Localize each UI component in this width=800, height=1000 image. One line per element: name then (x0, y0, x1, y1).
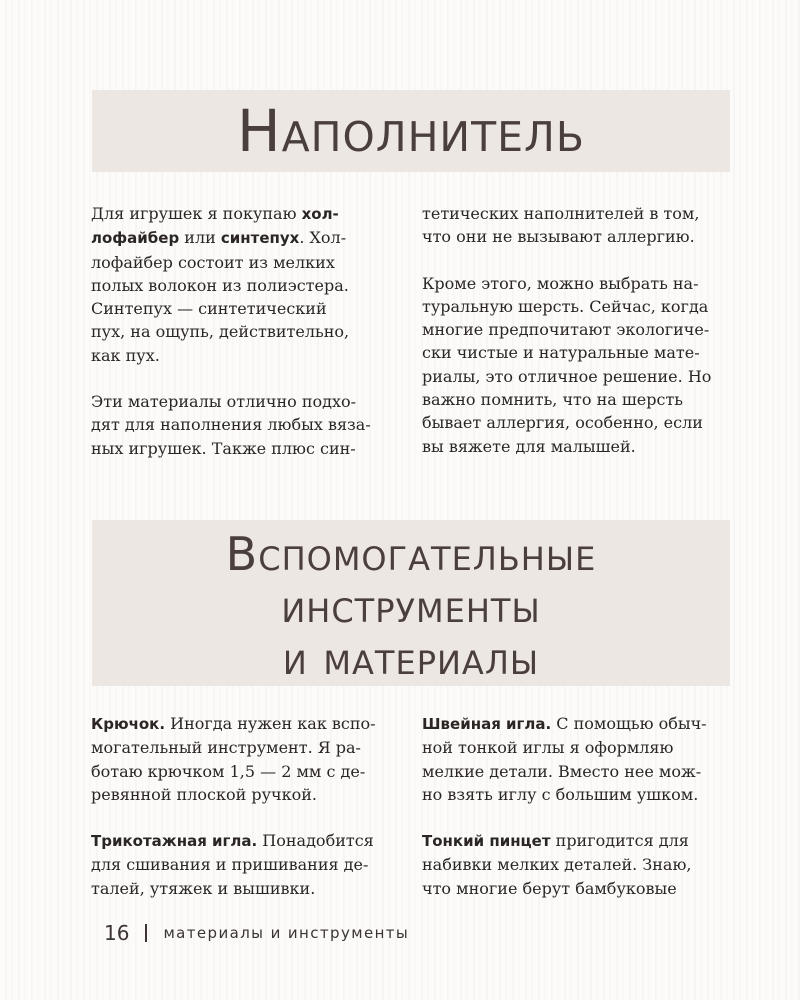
section-heading (92, 528, 730, 684)
text-line: пух, на ощупь, действительно, (91, 322, 350, 342)
text-line: как пух. (91, 345, 160, 365)
text-line: ботаю крючком 1,5 — 2 мм с де- (91, 761, 366, 781)
text: . Хол- (299, 228, 347, 248)
term: Швейная игла. (422, 715, 552, 733)
text: Для игрушек я покупаю (91, 204, 302, 223)
text-line: риалы, это отличное решение. Но (422, 366, 712, 386)
paragraph (422, 829, 732, 900)
text-column-left (91, 712, 401, 923)
text-line: многие предпочитают экологиче- (422, 320, 710, 340)
term: хол- (301, 205, 339, 223)
text: Понадобится (257, 831, 374, 851)
term: лофайбер (91, 229, 180, 248)
paragraph (91, 390, 401, 460)
text-line: Синтепух — синтетический (91, 299, 327, 319)
paragraph (91, 202, 401, 367)
text: С помощью обыч- (551, 714, 707, 733)
text-line: дят для наполнения любых вяза- (91, 415, 371, 435)
text-line: ной тонкой иглы я оформляю (422, 738, 674, 758)
text-line: тетических наполнителей в том, (422, 204, 700, 223)
footer-divider (145, 924, 147, 942)
paragraph (422, 712, 732, 806)
text-column-left (91, 202, 401, 483)
text-column-right (422, 202, 732, 481)
text-column-right (422, 712, 732, 923)
heading-line: инструменты (281, 579, 541, 633)
text-line: талей, утяжек и вышивки. (91, 878, 316, 898)
text-line: вы вяжете для малышей. (422, 436, 636, 456)
text-line: ски чистые и натуральные мате- (422, 343, 700, 363)
text-line: полых волокон из полиэстера. (91, 275, 349, 295)
term: Трикотажная игла. (91, 832, 258, 851)
text-line: что они не вызывают аллергию. (422, 227, 695, 247)
term: синтепух (220, 229, 300, 248)
text-line: мелкие детали. Вместо нее мож- (422, 761, 702, 781)
heading-line: Вспомогательные (225, 527, 597, 581)
heading-line: и материалы (282, 631, 540, 685)
text: пригодится для (550, 831, 689, 851)
text: Иногда нужен как вспо- (165, 714, 376, 733)
section-heading: Наполнитель (237, 97, 585, 165)
text-line: могательный инструмент. Я ра- (91, 738, 361, 758)
paragraph (422, 202, 732, 249)
text-line: важно помнить, что на шерсть (422, 390, 683, 410)
paragraph (91, 712, 401, 806)
text-line: Эти материалы отлично подхо- (91, 392, 357, 412)
paragraph (422, 272, 732, 458)
text-line: бывает аллергия, особенно, если (422, 413, 703, 433)
text: или (179, 228, 221, 248)
text-line: туральную шерсть. Сейчас, когда (422, 296, 709, 316)
text-line: для сшивания и пришивания де- (91, 855, 369, 875)
text-line: но взять иглу с большим ушком. (422, 784, 699, 804)
running-footer-label: материалы и инструменты (163, 924, 410, 942)
term: Крючок. (91, 715, 166, 733)
text-line: ревянной плоской ручкой. (91, 784, 317, 804)
page-number: 16 (104, 921, 130, 945)
text-line: ных игрушек. Также плюс син- (91, 438, 356, 458)
text-line: лофайбер состоит из мелких (91, 252, 335, 272)
paragraph (91, 829, 401, 900)
text-line: Кроме этого, можно выбрать на- (422, 273, 699, 293)
term: Тонкий пинцет (422, 832, 551, 851)
page-footer (104, 921, 409, 945)
text-line: что многие берут бамбуковые (422, 878, 677, 898)
text-line: набивки мелких деталей. Знаю, (422, 855, 692, 875)
